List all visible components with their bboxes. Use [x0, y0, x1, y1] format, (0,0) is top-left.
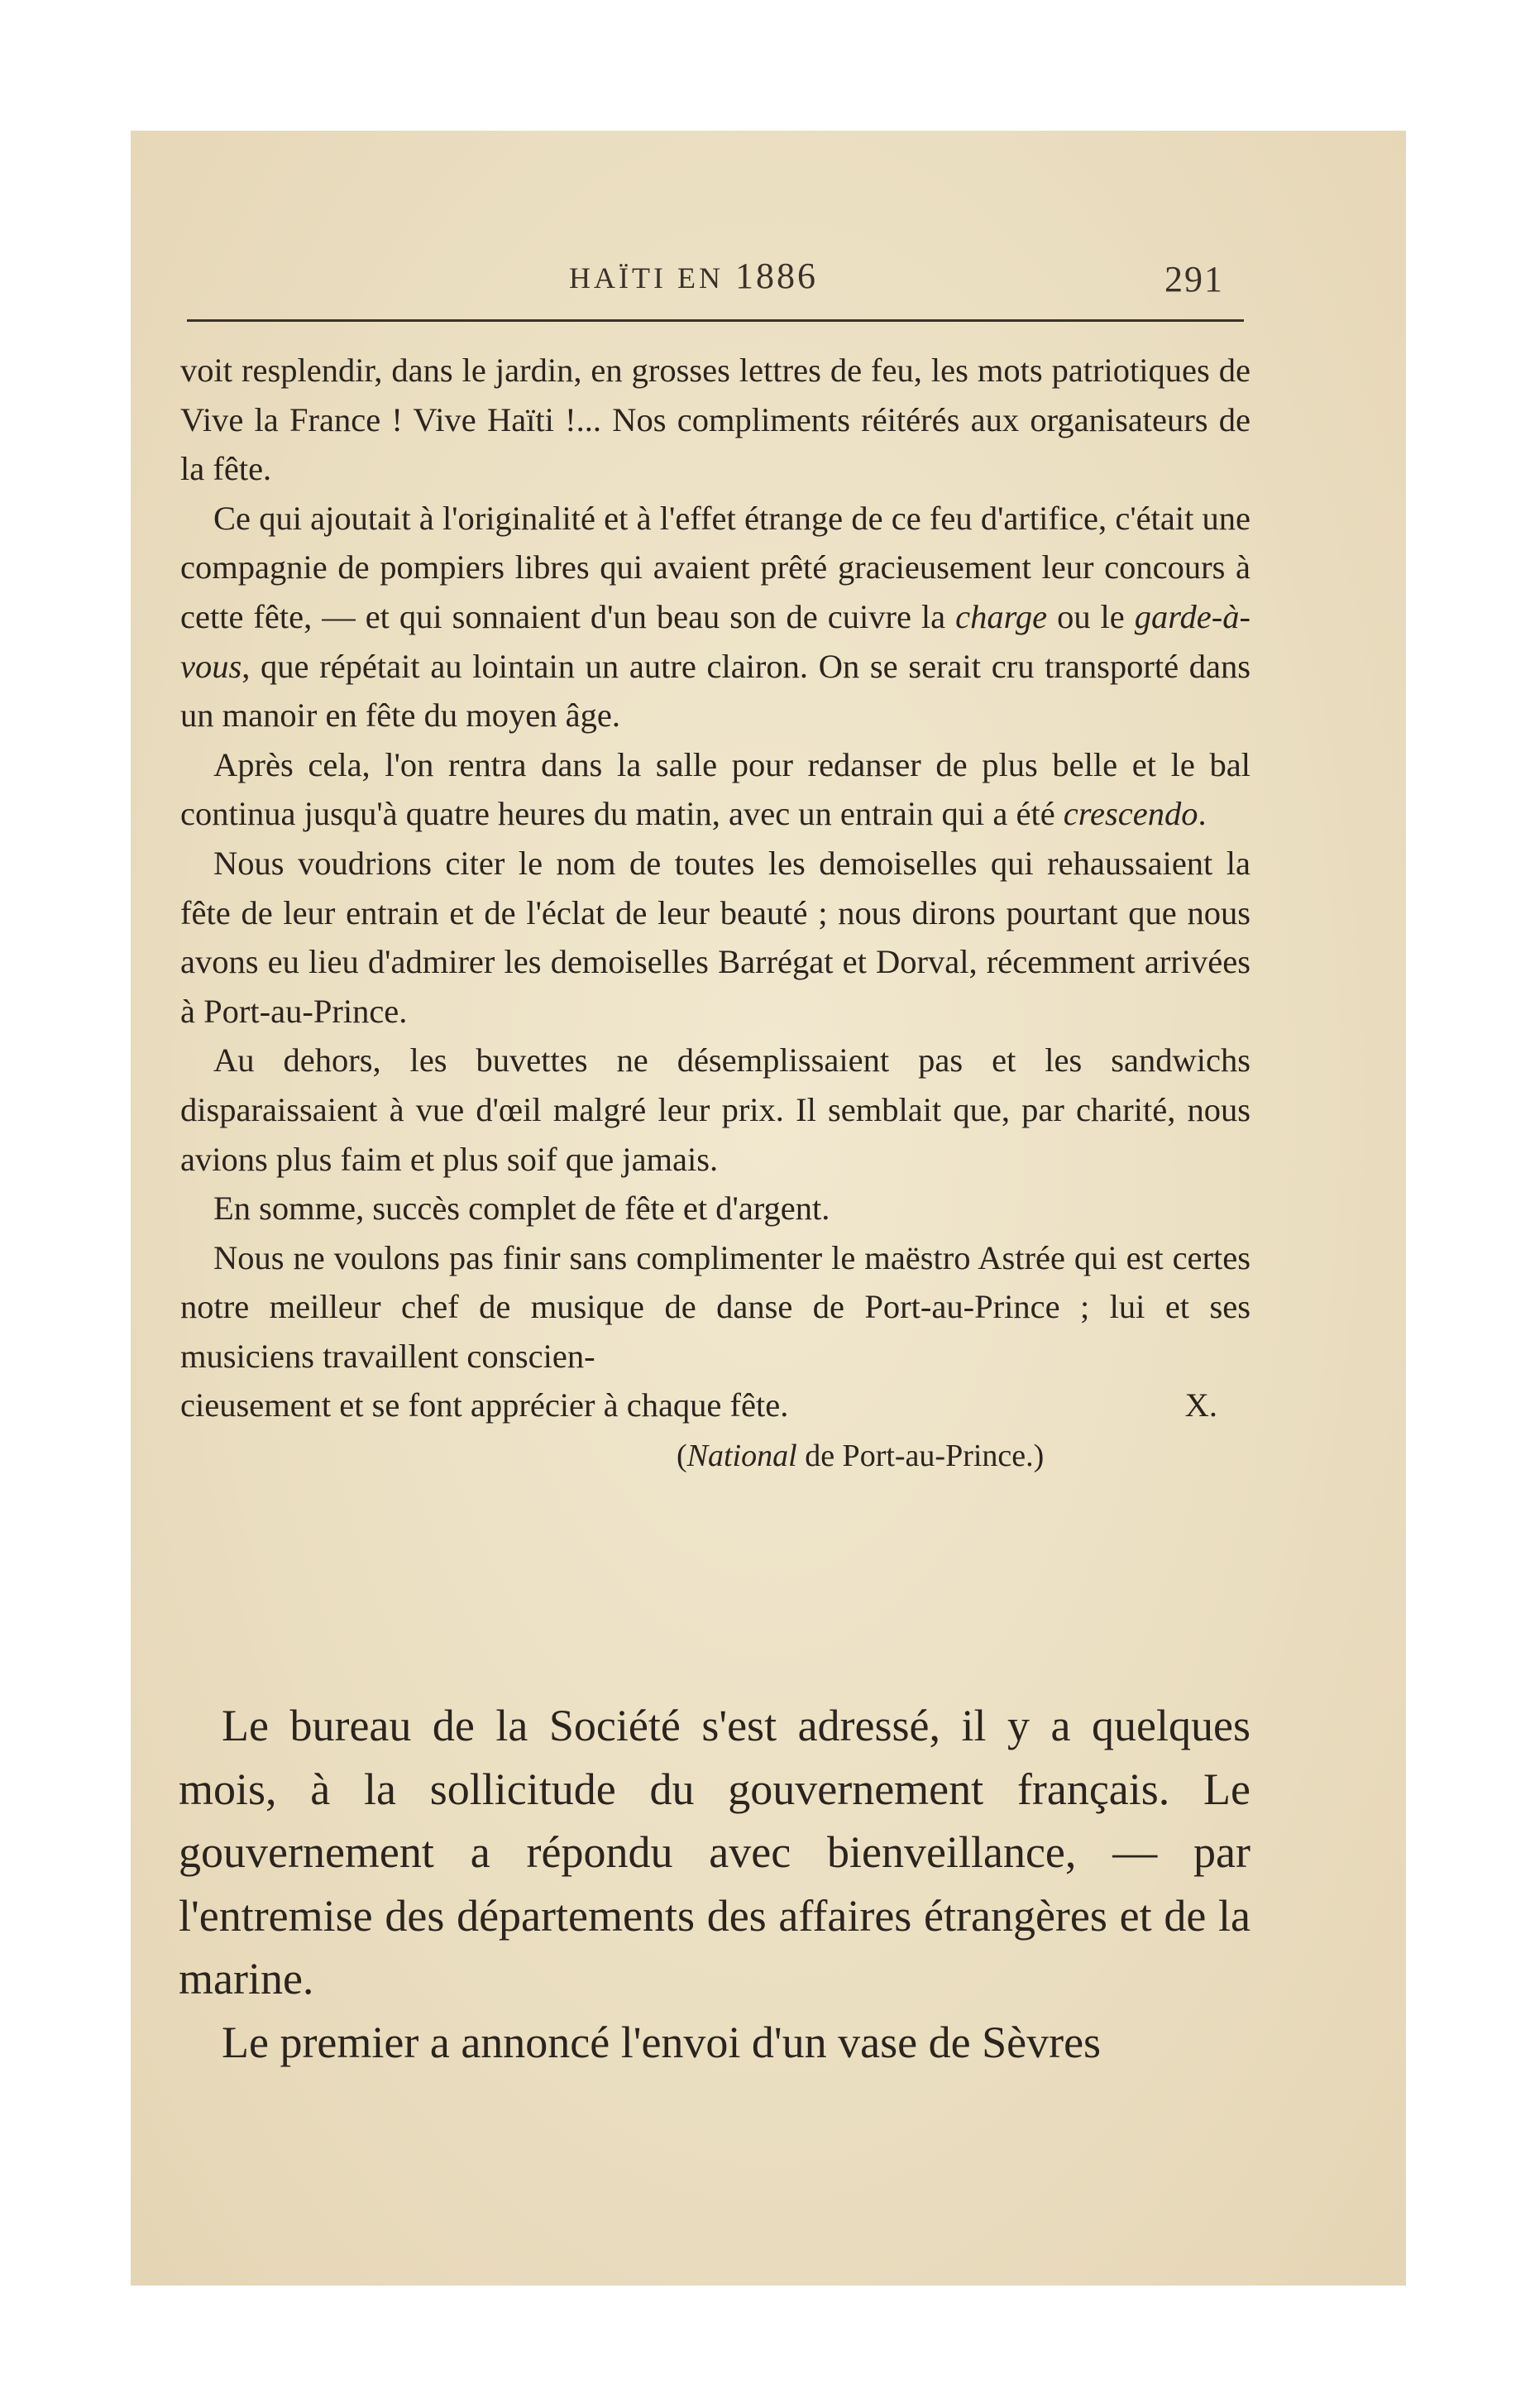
- letter-paragraph-6: En somme, succès complet de fête et d'argent.: [213, 1190, 830, 1228]
- letter-paragraph-4: Nous voudrions citer le nom de toutes les demoiselles qui rehaussaient la fête de leur entrain et de l'éclat de leur beauté ; nous dirons pourtant que nous avons eu lieu d'admirer les demoiselles Barrégat et Dorval, récemment arrivées à Port-au-Prince.: [180, 844, 1250, 1030]
- letter-signature: X.: [1184, 1386, 1217, 1424]
- italic-charge: charge: [955, 597, 1048, 635]
- letter-paragraph-3: [180, 740, 1250, 839]
- letter-source: [180, 1430, 1250, 1482]
- letter-paragraph-2-text-a: Ce qui ajoutait à l'originalité et à l'effet étrange de ce feu d'artifice, c'était une compagnie de pompiers libres qui avaient prêté gracieusement leur concours à cette fête, — et qui sonnaient d'un beau son de cuivre la: [180, 499, 1250, 635]
- running-title-text: HAÏTI EN: [569, 261, 724, 294]
- italic-garde-a-vous: garde-à-vous: [180, 597, 1250, 685]
- running-title: [569, 255, 818, 297]
- running-header: [131, 255, 1406, 313]
- letter-paragraph-5: Au dehors, les buvettes ne désemplissaient pas et les sandwichs disparaissaient à vue d'œil malgré leur prix. Il semblait que, par charité, nous avions plus faim et plus soif que jamais.: [180, 1041, 1250, 1178]
- letter-paragraph-3-text-a: Après cela, l'on rentra dans la salle pour redanser de plus belle et le bal continua jusqu'à quatre heures du matin, avec un entrain qui a été: [180, 745, 1250, 833]
- body-paragraph-2: Le premier a annoncé l'envoi d'un vase de Sèvres: [222, 2017, 1102, 2067]
- source-name: National: [686, 1439, 797, 1474]
- source-open: (: [677, 1439, 687, 1474]
- running-title-year: 1886: [734, 256, 818, 296]
- letter-paragraph-2: [180, 494, 1250, 740]
- letter-paragraph-2-text-c: , que répétait au lointain un autre clairon. On se serait cru transporté dans un manoir en fête du moyen âge.: [180, 647, 1250, 735]
- body-paragraph-1: Le bureau de la Société s'est adressé, il y a quelques mois, à la sollicitude du gouvernement français. Le gouvernement a répondu avec bienveillance, — par l'entremise des départements des affaires étrangères et de la marine.: [179, 1701, 1250, 2003]
- letter-closing-line: [180, 1381, 1250, 1430]
- book-page: [131, 131, 1406, 2286]
- letter-paragraph-2-text-b: ou le: [1047, 597, 1135, 635]
- quoted-letter: [180, 346, 1250, 1482]
- letter-last-line: cieusement et se font apprécier à chaque fête.: [180, 1386, 789, 1424]
- header-rule: [187, 319, 1244, 322]
- italic-crescendo: crescendo: [1063, 795, 1198, 833]
- main-text: [179, 1694, 1250, 2074]
- letter-paragraph-7: Nous ne voulons pas finir sans complimenter le maëstro Astrée qui est certes notre meilleur chef de musique de danse de Port-au-Prince ; lui et ses musiciens travaillent conscien-: [180, 1238, 1250, 1375]
- letter-paragraph-3-text-b: .: [1198, 795, 1207, 833]
- source-rest: de Port-au-Prince.): [796, 1439, 1045, 1474]
- letter-paragraph-1: voit resplendir, dans le jardin, en grosses lettres de feu, les mots patriotiques de Vive la France ! Vive Haïti !... Nos compliments réitérés aux organisateurs de la fête.: [180, 352, 1250, 488]
- page-number: 291: [1164, 259, 1224, 299]
